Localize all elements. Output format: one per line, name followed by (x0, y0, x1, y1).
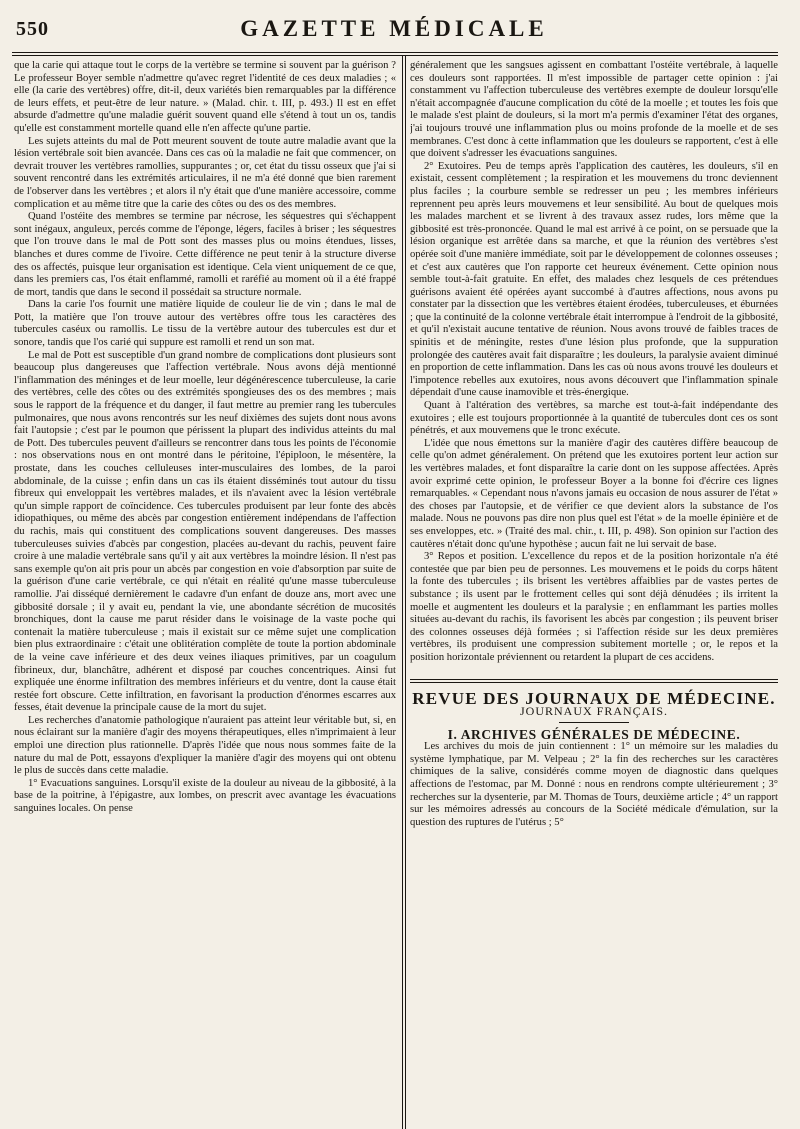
header-rule (12, 52, 778, 53)
paragraph: L'idée que nous émettons sur la manière d'agir des cautères diffère beaucoup de celle qu'on admet généralement. On prétend que les exutoires portent leur action sur les vertèbres malades, et font disparaître la carie dont on les suppose affectées. Après avoir exprimé cette opinion, le professeur Boyer a la bonne foi d'écrire ces lignes remarquables. « Cependant nous n'avons jamais eu occasion de nous assurer de l'état » des choses par l'autopsie, et de vérifier ce que devient alors la substance de l'os malade. Nous ne pouvons pas dire non plus quel est l'état » de la moelle épinière et de ses enveloppes, etc. » (Traité des mal. chir., t. III, p. 498). Son opinion sur l'action des cautères n'était donc qu'une hypothèse ; aucun fait ne lui servait de base. (410, 437, 778, 550)
paragraph: Dans la carie l'os fournit une matière liquide de couleur lie de vin ; dans le mal de Pott, la matière que l'on trouve autour des vertèbres offre tous les caractères des tubercules caséux ou ramollis. Le tissu de la vertèbre autour des tubercules est dur et sonore, tandis que l'os carié qui suppure est ramolli et rend un son mat. (14, 299, 396, 349)
paragraph: Quant à l'altération des vertèbres, sa marche est tout-à-fait indépendante des exutoires ; elle est toujours proportionnée à la quantité de tubercules dont ces os sont pénétrés, et aux mouvemens que le tronc exécute. (410, 400, 778, 437)
section-heading: I. ARCHIVES GÉNÉRALES DE MÉDECINE. (447, 726, 741, 742)
revue-subheading: JOURNAUX FRANÇAIS. (519, 704, 669, 719)
journal-title: GAZETTE MÉDICALE (240, 16, 548, 41)
paragraph: que la carie qui attaque tout le corps de la vertèbre se termine si souvent par la guérison ? Le professeur Boyer semble n'admettre qu'avec regret l'identité de ces deux maladies ; « elle (la carie des vertèbres) offre, dit-il, deux variétés bien remarquables par la différence de leurs effets, et peut-être de leur nature. » (Malad. chir. t. III, p. 493.) Il est en effet absurde d'admettre qu'une maladie guérit souvent quand elle s'étend à tout un os, tandis qu'elle est constamment mortelle quand elle n'en affecte qu'une partie. (14, 60, 396, 134)
paragraph: Le mal de Pott est susceptible d'un grand nombre de complications dont plusieurs sont beaucoup plus dangereuses que l'affection vertébrale. Nous avons déjà mentionné l'inflammation des méninges et de leur moelle, leur dégénérescence tuberculeuse, la carie des vertèbres, celle des côtes ou des extrémités spongieuses des os des membres ; mais sous le rapport de la fréquence et du danger, il faut mettre au premier rang les tubercules pulmonaires, que nous avons rencontrés sur les neuf dixièmes des sujets dont nous avons fait l'autopsie ; c'est par le poumon que périssent la plupart des individus atteints du mal de Pott. Des tubercules peuvent d'ailleurs se rencontrer dans tous les points de l'économie : nos observations nous en ont montré dans le péritoine, l'épiploon, le mésentère, la prostate, dans les couches celluleuses inter-musculaires des lombes, de la paroi abdominale, de la cuisse ; enfin dans un cas ils étaient disséminés tout autour du tissu fibreux qui enveloppait les vertèbres malades, et ils n'avaient avec la lésion vertébrale qu'un simple rapport de coïncidence. Ces tubercules produisent par leur fonte des abcès idiopathiques, ou même des abcès par congestion entièrement indépendans de l'affection du rachis, mais qui constituent des complications souvent dangereuses. Des masses tuberculeuses suivies d'abcès par congestion, placées au-devant du rachis, peuvent faire croire à une maladie vertébrale sans qu'il y ait aux vertèbres la moindre lésion. Il n'est pas sans exemple qu'on ait pris pour un abcès par congestion en voie d'absorption par suite de la guérison d'une carie vertébrale, ce qui n'était en réalité qu'une masse tuberculeuse ramollie. J'ai disséqué dernièrement le cadavre d'un enfant de douze ans, mort avec une gibbosité dorsale ; il y avait eu, pendant la vie, une abondante sécrétion de mucosités bronchiques, dont la cause me parut résider dans le voisinage de la vaste poche qui contenait la matière tuberculeuse ; mais il existait sur ce même sujet une complication bien plus extraordinaire : c'était une oblitération complète de toute la portion abdominale de la veine cave inférieure et des deux veines iliaques primitives, par un coagulum fibrineux, dur, blanchâtre, adhérent et disposé par couches concentriques. Ainsi fut expliquée une énorme infiltration des membres inférieurs et du ventre, dont la cause était restée fort obscure. Cette infiltration, en favorisant la production d'énormes escarres aux fesses, était devenue la principale cause de la mort du sujet. (14, 349, 396, 714)
subheading-rule (559, 722, 629, 723)
section-separator (410, 679, 778, 683)
column-divider (402, 56, 403, 1129)
right-column (410, 60, 778, 1121)
page-number: 550 (16, 18, 49, 40)
column-divider-second (405, 56, 406, 1129)
paragraph: Les recherches d'anatomie pathologique n'auraient pas atteint leur véritable but, si, en nous éclairant sur la manière d'agir des moyens thérapeutiques, elles n'imprimaient à leur emploi une direction plus rationnelle. D'après l'idée que nous nous sommes faite de la nature du mal de Pott, essayons d'expliquer la manière d'agir des moyens qui ont obtenu le plus de succès dans cette maladie. (14, 714, 396, 777)
page-header (10, 12, 778, 52)
paragraph: 2° Exutoires. Peu de temps après l'application des cautères, les douleurs, s'il en existait, cessent complètement ; la respiration et les mouvemens du tronc deviennent plus faciles ; la courbure semble se redresser un peu ; les membres inférieurs reprennent peu après leurs mouvemens et leur sensibilité. Au bout de quelques mois les malades marchent et se livrent à des travaux assez rudes, lors même que la gibbosité est très-prononcée. Quand le mal est arrivé à ce point, on se persuade que la lésion organique est arrêtée dans sa marche, et que la réunion des vertèbres s'est opérée soit d'une manière immédiate, soit par le développement de colonnes osseuses ; et c'est aux cautères que l'on rapporte cet heureux événement. Cette opinion nous semble tout-à-fait gratuite. En effet, des malades chez lesquels de ces prétendues guérisons avaient été opérées ayant succombé à d'autres affections, nous avons pu constater par la dissection que les vertèbres étaient érodées, tuberculeuses, et éburnées ; que la continuité de la colonne vertébrale était interrompue à l'endroit de la gibbosité, et qu'il n'existait aucune tentative de réunion. Nous avons trouvé de faibles traces de spinitis et de méningite, restes d'une lésion plus profonde, que la suppuration prolongée des cautères avait fait disparaître ; les douleurs, la paralysie avaient diminué en proportion de cette inflammation. Dans les cas où nous avons trouvé les douleurs et l'impotence rebelles aux exutoires, nous avons découvert que l'inflammation spinale dépendait d'une cause inamovible et très-énergique. (410, 160, 778, 399)
left-column (14, 60, 396, 1121)
paragraph: 3° Repos et position. L'excellence du repos et de la position horizontale n'a été contestée que par bien peu de personnes. Les mouvemens et le poids du corps hâtent la fonte des tubercules ; ils brisent les vertèbres affaiblies par de vastes pertes de substance ; ils usent par le frottement celles qui sont déjà dénudées ; ils irritent la moelle et augmentent les douleurs et la paralysie ; en enflammant les parties molles situées au-devant du rachis, ils favorisent les abcès par congestion ; ils peuvent briser des colonnes osseuses déjà formées ; si l'affection réside sur les deux premières vertèbres, ils produisent une compression subitement mortelle ; or, le repos et la position horizontale préviennent ou retardent la plupart de ces accidens. (410, 551, 778, 663)
paragraph: 1° Evacuations sanguines. Lorsqu'il existe de la douleur au niveau de la gibbosité, à la base de la poitrine, à l'épigastre, aux lombes, on prescrit avec avantage les évacuations sanguines locales. On pense (14, 777, 396, 815)
paragraph: Quand l'ostéite des membres se termine par nécrose, les séquestres qui s'échappent sont inégaux, anguleux, percés comme de l'éponge, légers, faciles à briser ; les séquestres que l'on trouve dans le mal de Pott sont des masses plus ou moins étendues, lisses, blanches et dures comme de l'ivoire. Cette différence ne peut tenir à la structure diverse des os affectés, puisque leur organisation est identique. Cela vient uniquement de ce que, dans les premiers cas, l'os était enflammé, ramolli et raréfié au moment où il a été frappé de mort, tandis que dans le second il possédait sa structure normale. (14, 211, 396, 298)
paragraph: généralement que les sangsues agissent en combattant l'ostéite vertébrale, à laquelle ces douleurs sont rapportées. Il m'est impossible de partager cette opinion : j'ai constamment vu l'affection tuberculeuse des vertèbres exempte de douleur lorsqu'elle n'était accompagnée d'aucune complication du côté de la moelle ; et toutes les fois que le malade s'est plaint de douleurs, si la mort m'a permis d'examiner l'état des organes, j'ai toujours trouvé une inflammation plus ou moins profonde de la moelle et de ses membranes. C'est donc à cette inflammation que les douleurs se rapportent, c'est à elle que doivent s'adresser les évacuations sanguines. (410, 60, 778, 160)
revue-heading: REVUE DES JOURNAUX DE MÉDECINE. (412, 688, 776, 708)
header-rule-second (12, 55, 778, 56)
paragraph: Les sujets atteints du mal de Pott meurent souvent de toute autre maladie avant que la lésion vertébrale soit bien avancée. Dans ces cas où la maladie ne fait que commencer, on devrait trouver les vertèbres ramollies, suppurantes ; or, cet état du tissu osseux que j'ai si souvent rencontré dans les extrémités articulaires, il ne m'a été donné que bien rarement de l'observer dans les vertèbres ; et alors il n'y était que d'une manière accessoire, comme complication et au même titre que la carie des côtes ou des os des membres. (14, 135, 396, 210)
revue-paragraph: Les archives du mois de juin contiennent : 1° un mémoire sur les maladies du système lymphatique, par M. Velpeau ; 2° la fin des recherches sur les caractères chimiques de la salive, considérés comme moyen de diagnostic dans quelques affections de l'estomac, par M. Donné : nous en rendrons compte ultérieurement ; 3° recherches sur la dysenterie, par M. Thomas de Tours, deuxième article ; 4° un rapport sur les mémoires adressés au concours de la Société médicale d'émulation, sur la question des ruptures de l'utérus ; 5° (410, 741, 778, 828)
